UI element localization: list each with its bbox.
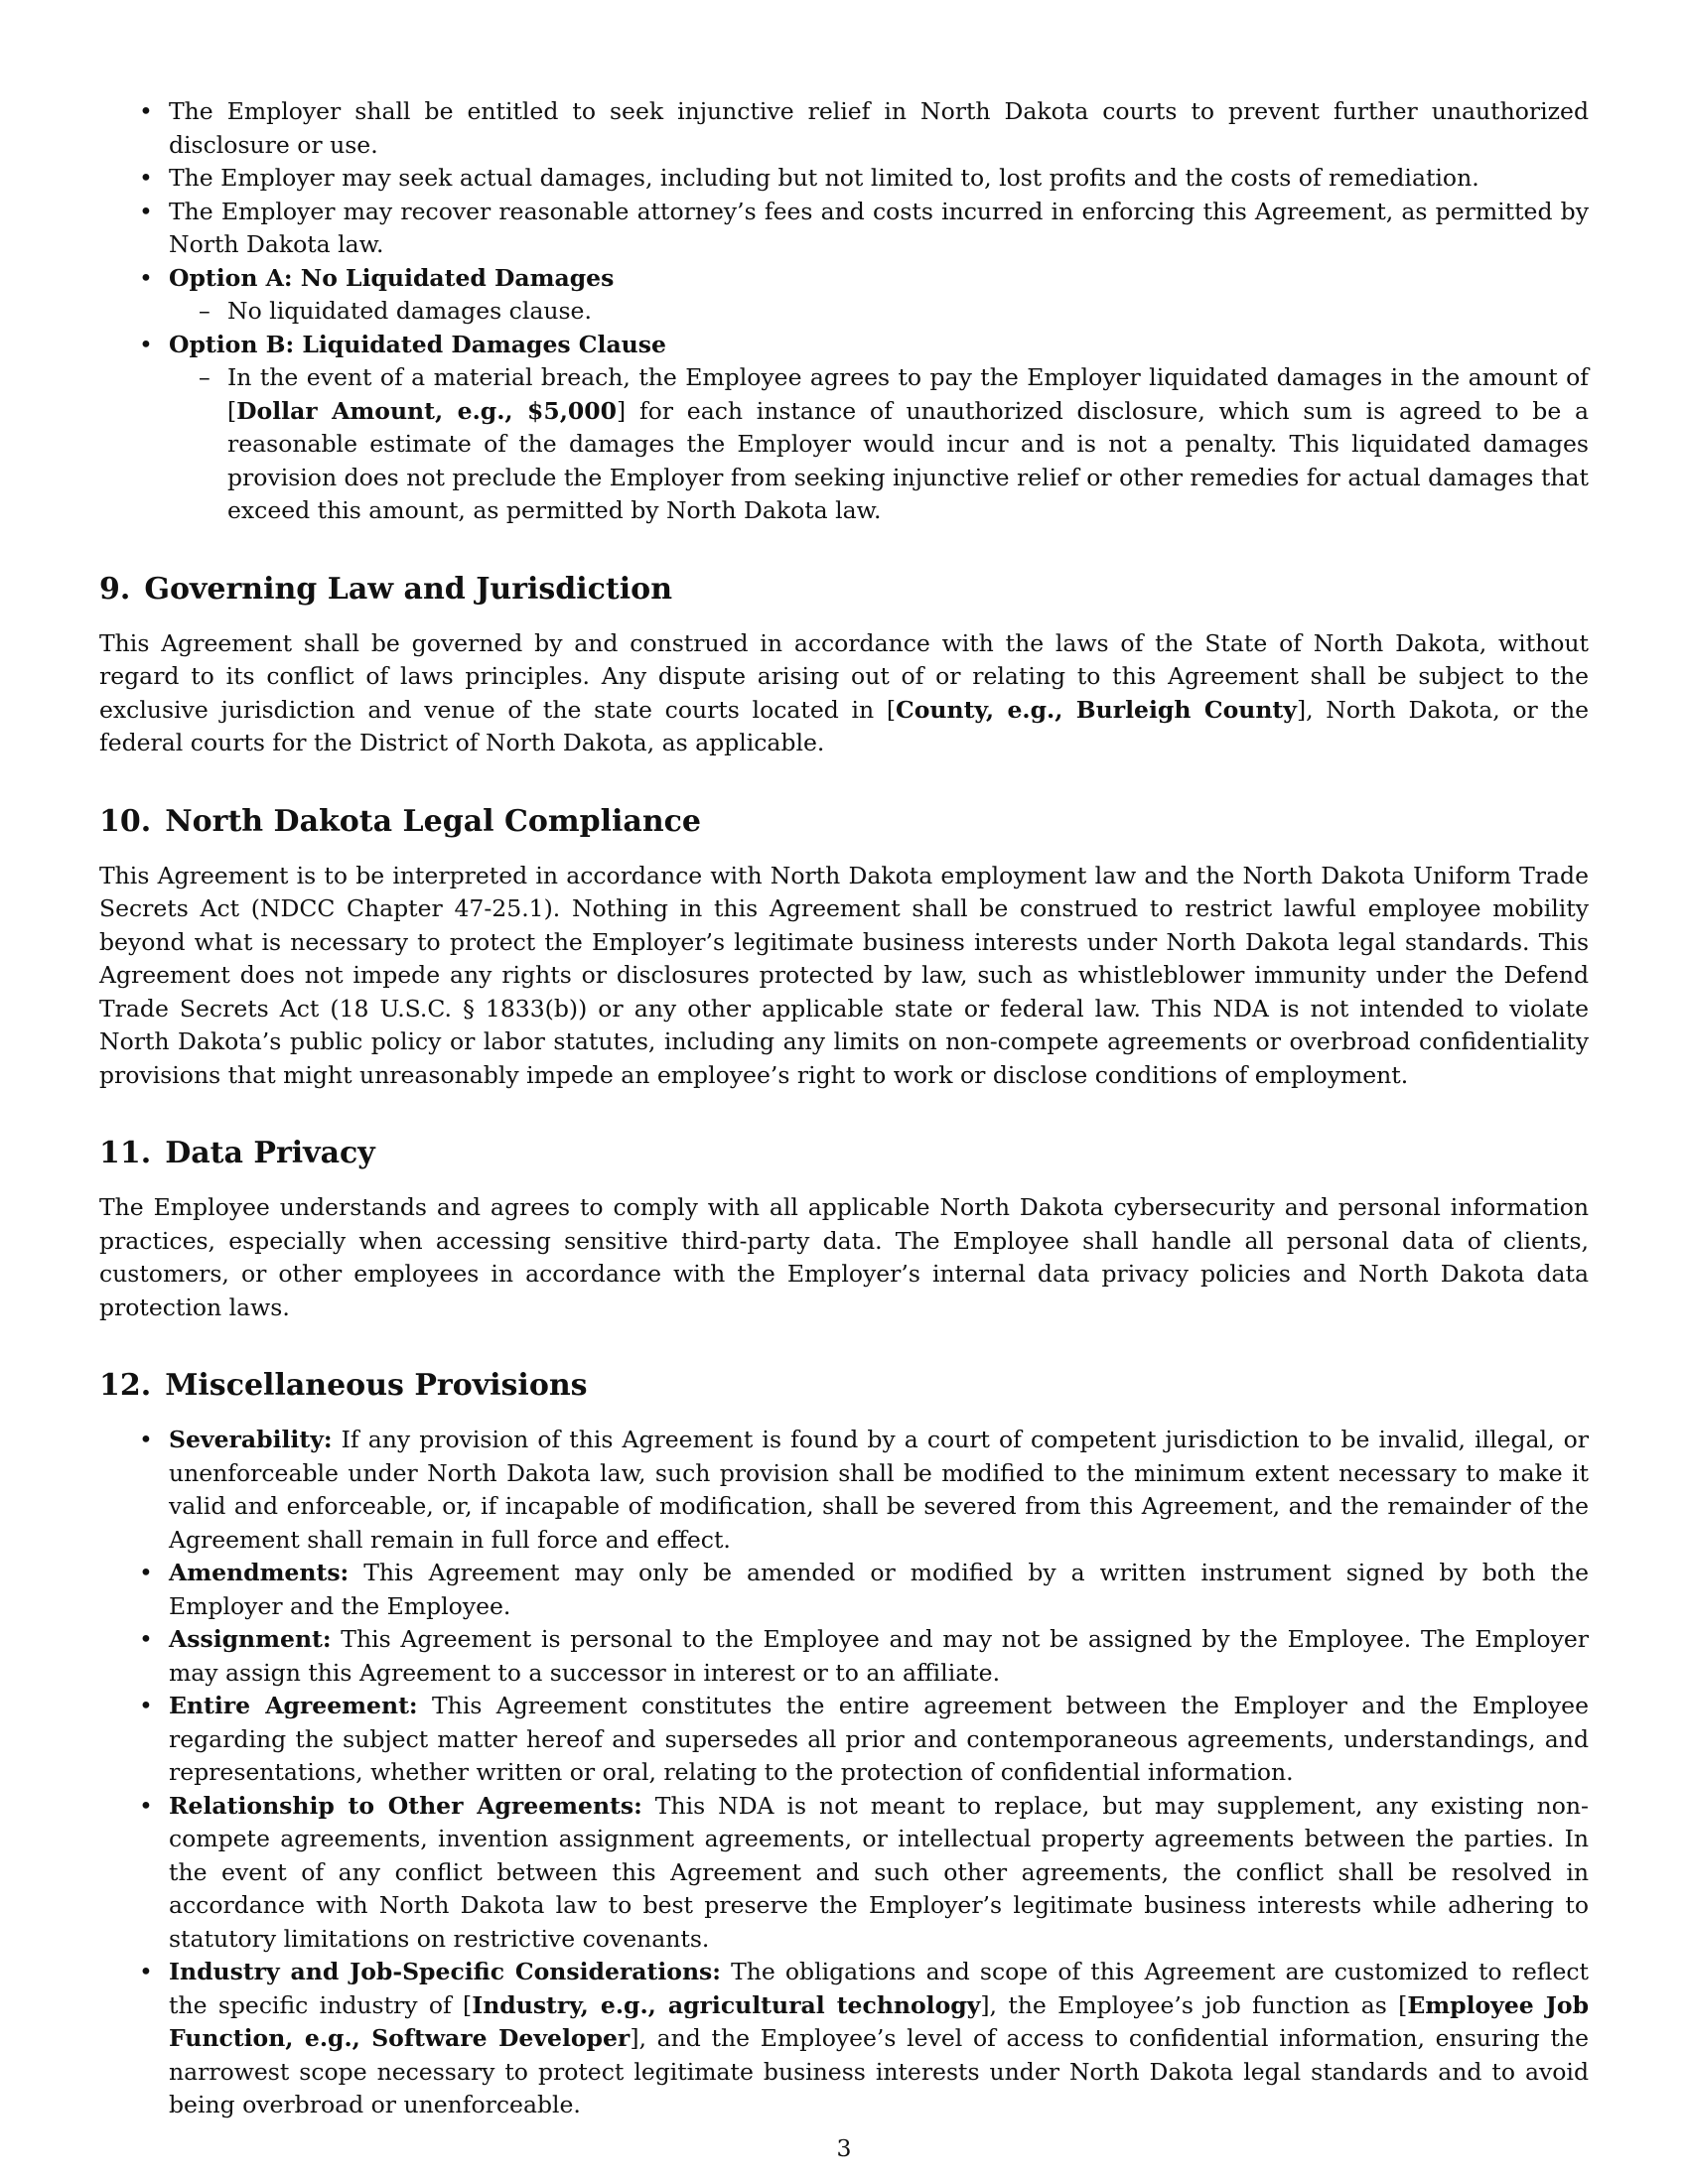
list-item bbox=[169, 1790, 1589, 1957]
list-item bbox=[169, 1557, 1589, 1623]
list-item bbox=[169, 1956, 1589, 2122]
section-title: Data Privacy bbox=[165, 1136, 375, 1170]
text-run: ] for each instance of unauthorized disclosure, which sum is agreed to be a reasonable estimate of the damages the Employer would incur and is not a penalty. This liquidated damages provision does not preclude the Employer from seeking injunctive relief or other remedies for actual damages that exceed this amount, as permitted by North Dakota law. bbox=[227, 396, 1590, 524]
option-b-sublist bbox=[169, 361, 1589, 528]
item-label: Assignment: bbox=[169, 1625, 332, 1653]
list-item: • The Employer may seek actual damages, including but not limited to, lost profits and the costs of remediation. bbox=[169, 162, 1589, 196]
item-label: Amendments: bbox=[169, 1559, 350, 1586]
section-title: Miscellaneous Provisions bbox=[165, 1368, 588, 1403]
section-title: North Dakota Legal Compliance bbox=[165, 803, 701, 839]
item-label: Industry and Job-Specific Considerations: bbox=[169, 1958, 721, 1985]
text-run: ], and the Employee’s level of access to confidential information, ensuring the narrowest scope necessary to protect legitimate business interests under North Dakota legal standards and to avoid being overbroad or unenforceable. bbox=[169, 2024, 1589, 2118]
section-title: Governing Law and Jurisdiction bbox=[144, 571, 673, 607]
option-a-title: Option A: No Liquidated Damages bbox=[169, 263, 615, 292]
placeholder-text: Dollar Amount, e.g., $5,000 bbox=[236, 396, 617, 425]
section-11-heading bbox=[99, 1136, 1589, 1171]
item-text: This NDA is not meant to replace, but may supplement, any existing non-compete agreements, invention assignment agreements, or intellectual property agreements between the parties. In the event of any conflict between this Agreement and such other agreements, the conflict shall be resolved in accordance with North Dakota law to best preserve the Employer’s legitimate business interests while adhering to statutory limitations on restrictive covenants. bbox=[169, 1791, 1589, 1953]
list-item: • The Employer shall be entitled to seek injunctive relief in North Dakota courts to prevent further unauthorized disclosure or use. bbox=[169, 95, 1589, 162]
section-10-heading bbox=[99, 804, 1589, 840]
option-a-item bbox=[169, 262, 1589, 329]
option-b-item bbox=[169, 329, 1589, 528]
text-run: The obligations and scope of this Agreement are customized to reflect the specific industry of [ bbox=[169, 1958, 1589, 2019]
section-11-body: The Employee understands and agrees to comply with all applicable North Dakota cybersecurity and personal information practices, especially when accessing sensitive third-party data. The Employee shall handle all personal data of clients, customers, or other employees in accordance with the Employer’s internal data privacy policies and North Dakota data protection laws. bbox=[99, 1193, 1589, 1321]
page-number: 3 bbox=[836, 2134, 852, 2162]
text-run: ], the Employee’s job function as [ bbox=[980, 1990, 1408, 2019]
item-text: This Agreement constitutes the entire agreement between the Employer and the Employee regarding the subject matter hereof and supersedes all prior and contemporaneous agreements, understandings, and representations, whether written or oral, relating to the protection of confidential information. bbox=[169, 1692, 1589, 1786]
list-item bbox=[169, 1623, 1589, 1690]
list-item bbox=[227, 361, 1589, 528]
list-item: • The Employer may recover reasonable attorney’s fees and costs incurred in enforcing this Agreement, as permitted by North Dakota law. bbox=[169, 196, 1589, 262]
placeholder-text: County, e.g., Burleigh County bbox=[896, 695, 1297, 724]
item-text: This Agreement may only be amended or modified by a written instrument signed by both the Employer and the Employee. bbox=[169, 1559, 1589, 1620]
document-page bbox=[99, 95, 1589, 2122]
item-text: If any provision of this Agreement is found by a court of competent jurisdiction to be invalid, illegal, or unenforceable under North Dakota law, such provision shall be modified to the minimum extent necessary to make it valid and enforceable, or, if incapable of modification, shall be severed from this Agreement, and the remainder of the Agreement shall remain in full force and effect. bbox=[169, 1426, 1589, 1554]
misc-provisions-list bbox=[99, 1424, 1589, 2122]
section-9-body bbox=[99, 627, 1589, 760]
section-9-heading bbox=[99, 572, 1589, 608]
list-item: – No liquidated damages clause. bbox=[227, 295, 1589, 329]
remedies-list bbox=[99, 95, 1589, 528]
item-label: Entire Agreement: bbox=[169, 1692, 418, 1719]
text-run: This Agreement shall be governed by and construed in accordance with the laws of the State of North Dakota, without regard to its conflict of laws principles. Any dispute arising out of or relating to this Agreement shall be subject to the exclusive jurisdiction and venue of the state courts located in [ bbox=[99, 628, 1589, 724]
item-text: This Agreement is personal to the Employee and may not be assigned by the Employee. The Employer may assign this Agreement to a successor in interest or to an affiliate. bbox=[169, 1625, 1589, 1687]
section-12-heading bbox=[99, 1368, 1589, 1404]
section-number: 12. bbox=[99, 1368, 152, 1403]
placeholder-text: Industry, e.g., agricultural technology bbox=[472, 1990, 981, 2019]
option-b-title: Option B: Liquidated Damages Clause bbox=[169, 330, 666, 358]
placeholder-text: Employee Job Function, e.g., Software Developer bbox=[169, 1990, 1589, 2052]
option-a-sublist bbox=[169, 295, 1589, 329]
section-number: 9. bbox=[99, 571, 131, 607]
item-label: Severability: bbox=[169, 1426, 333, 1453]
text-run: ], North Dakota, or the federal courts for the District of North Dakota, as applicable. bbox=[99, 695, 1589, 756]
section-number: 11. bbox=[99, 1136, 152, 1170]
text-run: In the event of a material breach, the Employee agrees to pay the Employer liquidated damages in the amount of [ bbox=[227, 363, 1589, 425]
section-number: 10. bbox=[99, 803, 152, 839]
item-label: Relationship to Other Agreements: bbox=[169, 1791, 642, 1820]
list-item bbox=[169, 1424, 1589, 1557]
section-10-body: This Agreement is to be interpreted in accordance with North Dakota employment law and the North Dakota Uniform Trade Secrets Act (NDCC Chapter 47-25.1). Nothing in this Agreement shall be construed to restrict lawful employee mobility beyond what is necessary to protect the Employer’s legitimate business interests under North Dakota legal standards. This Agreement does not impede any rights or disclosures protected by law, such as whistleblower immunity under the Defend Trade Secrets Act (18 U.S.C. § 1833(b)) or any other applicable state or federal law. This NDA is not intended to violate North Dakota’s public policy or labor statutes, including any limits on non-compete agreements or overbroad confidentiality provisions that might unreasonably impede an employee’s right to work or disclose conditions of employment. bbox=[99, 861, 1589, 1089]
list-item bbox=[169, 1690, 1589, 1790]
